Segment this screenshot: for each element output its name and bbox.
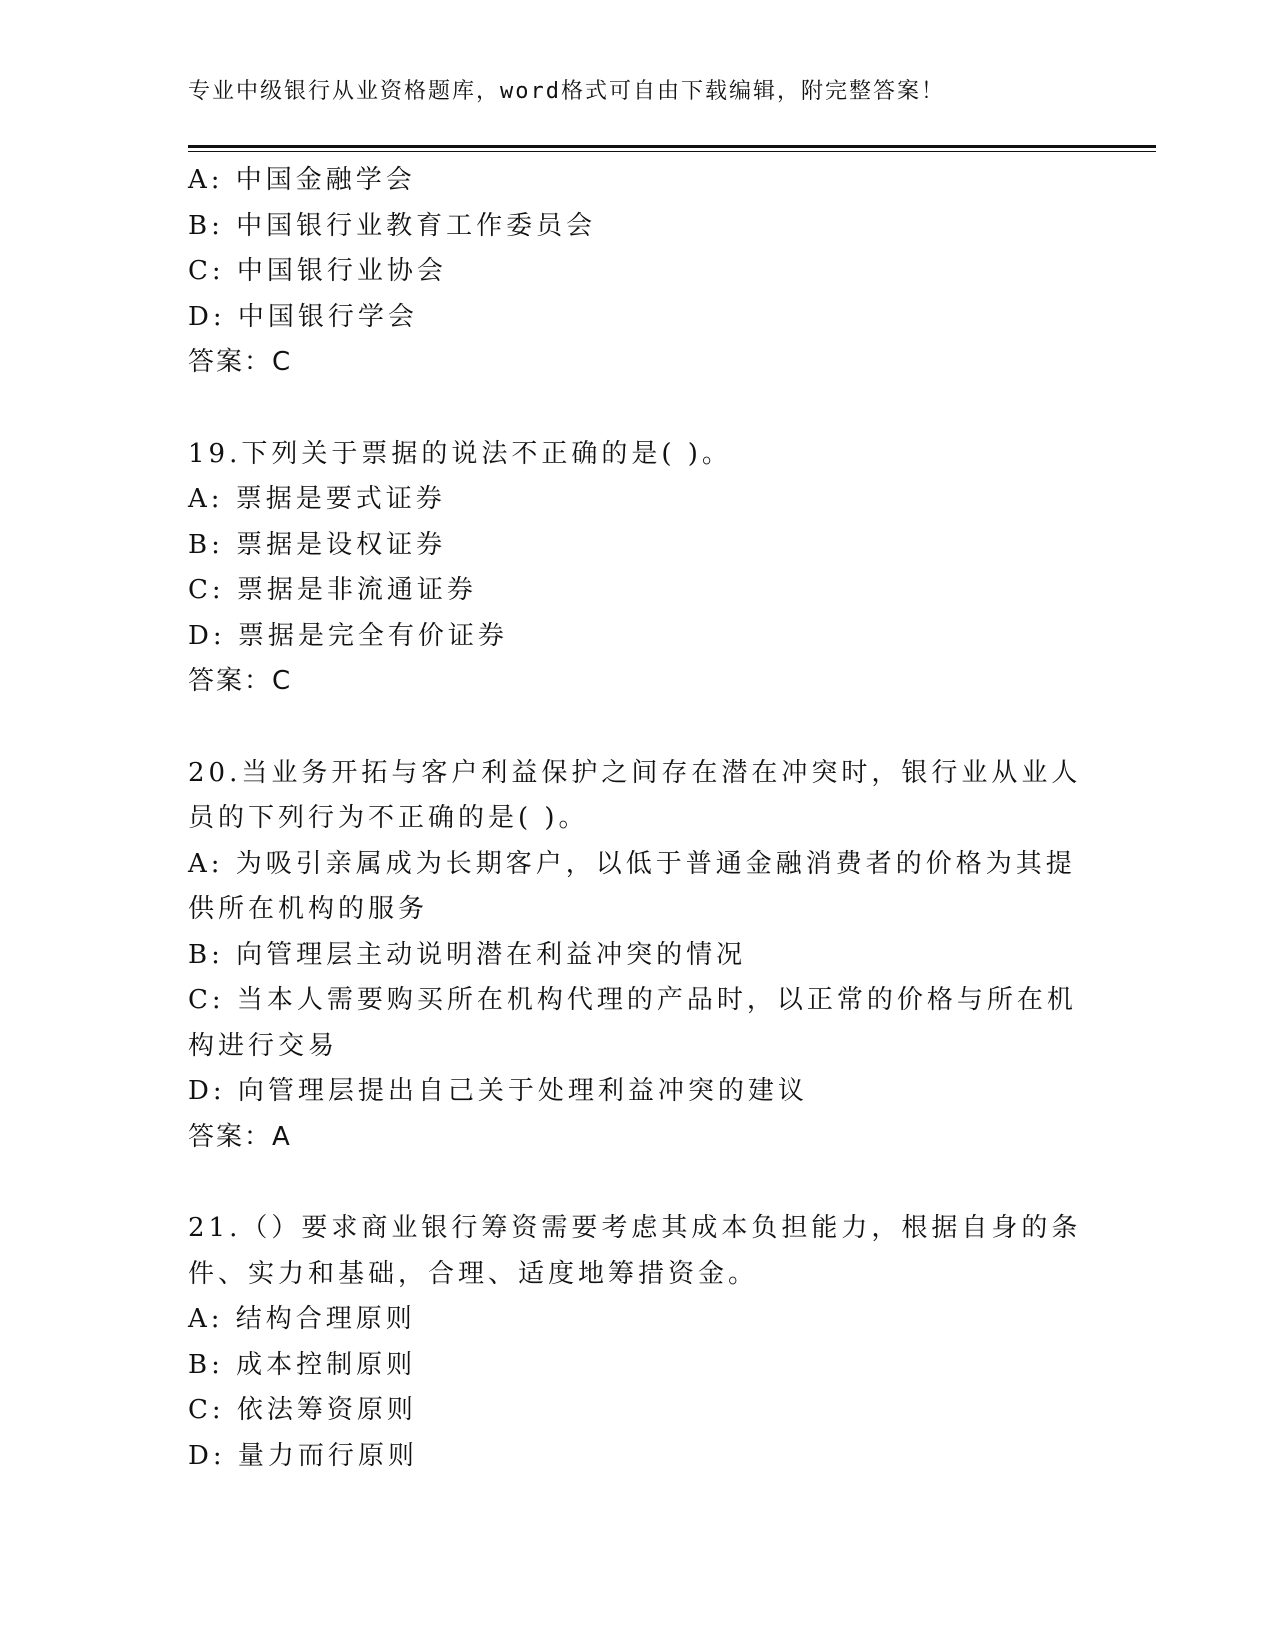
question-20 [188,751,1088,1161]
question-19 [188,432,1088,705]
option-a: A: 票据是要式证券 [188,484,446,514]
question-stem: 19.下列关于票据的说法不正确的是( )。 [188,438,732,469]
option-d: D: 中国银行学会 [188,301,418,332]
option-d: D: 票据是完全有价证券 [188,620,508,651]
option-c: C: 依法筹资原则 [188,1395,417,1425]
header-rule-thin [188,151,1156,152]
option-c: C: 当本人需要购买所在机构代理的产品时，以正常的价格与所在机构进行交易 [188,985,1077,1061]
answer-line: 答案：C [188,666,293,696]
option-b: B: 向管理层主动说明潜在利益冲突的情况 [188,939,747,970]
question-stem: 20.当业务开拓与客户利益保护之间存在潜在冲突时，银行业从业人员的下列行为不正确的是( )。 [188,757,1082,833]
option-d: D: 向管理层提出自己关于处理利益冲突的建议 [188,1076,808,1106]
option-a: A: 中国金融学会 [188,165,416,195]
spacer [188,1160,1088,1206]
answer-line: 答案：C [188,347,293,377]
option-b: B: 票据是设权证券 [188,529,447,560]
question-18 [188,158,1088,386]
question-21 [188,1206,1088,1479]
option-c: C: 中国银行业协会 [188,256,447,286]
option-b: B: 成本控制原则 [188,1349,417,1380]
question-stem: 21.（）要求商业银行筹资需要考虑其成本负担能力，根据自身的条件、实力和基础，合理、适度地筹措资金。 [188,1213,1082,1289]
page-header: 专业中级银行从业资格题库，word格式可自由下载编辑，附完整答案！ [188,79,945,104]
answer-line: 答案：A [188,1121,292,1152]
header-rule-thick [188,145,1156,148]
option-b: B: 中国银行业教育工作委员会 [188,210,597,241]
spacer [188,705,1088,751]
option-c: C: 票据是非流通证券 [188,575,477,605]
question-content [188,158,1088,1479]
option-a: A: 为吸引亲属成为长期客户，以低于普通金融消费者的价格为其提供所在机构的服务 [188,848,1076,924]
spacer [188,386,1088,432]
option-a: A: 结构合理原则 [188,1304,416,1334]
option-d: D: 量力而行原则 [188,1440,418,1471]
